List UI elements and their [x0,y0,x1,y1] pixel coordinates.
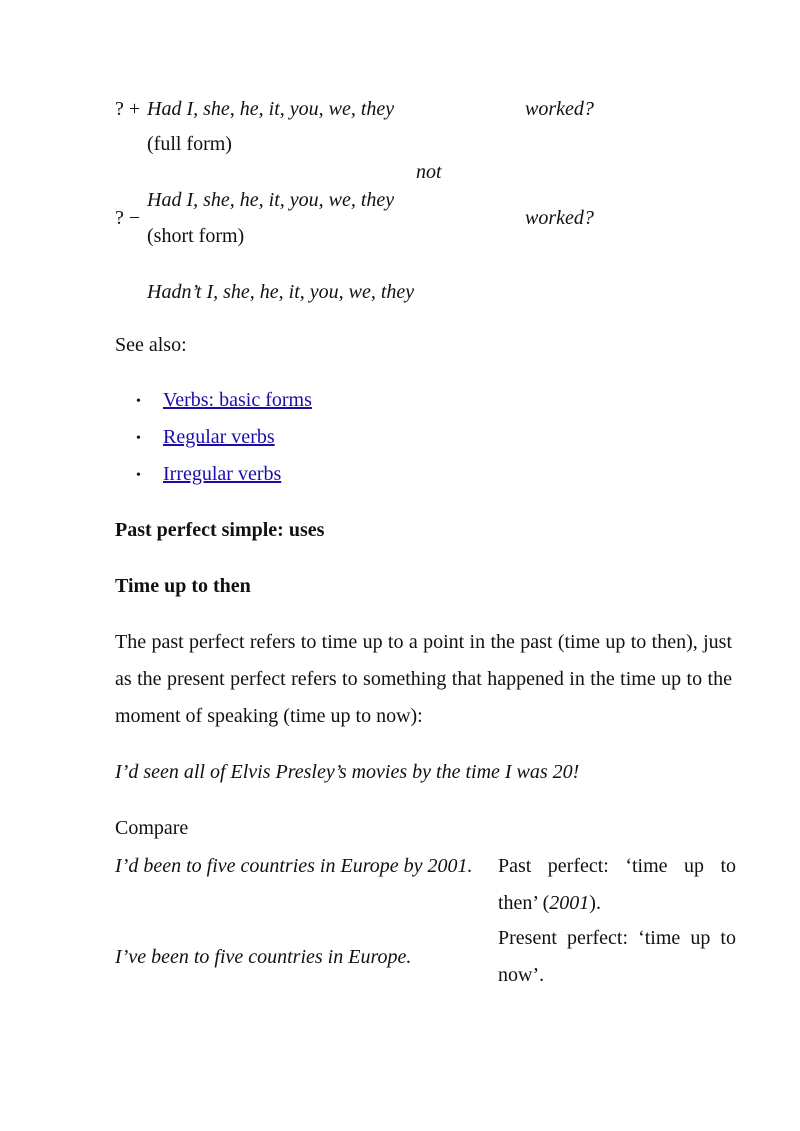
question-marker-positive: ? + [115,98,141,120]
bullet-icon: • [136,468,141,483]
compare-sentence-present-perfect: I’ve been to five countries in Europe. [115,946,412,968]
question-verb-negative: worked? [525,207,594,229]
form-note-full: (full form) [147,133,232,155]
subsection-title: Time up to then [115,575,251,597]
see-also-heading: See also: [115,334,187,356]
compare-sentence-past-perfect: I’d been to five countries in Europe by 2001. [115,855,473,877]
link-verbs-basic-forms[interactable]: Verbs: basic forms [163,389,312,411]
question-subject-short: Hadn’t I, she, he, it, you, we, they [147,281,415,303]
link-regular-verbs[interactable]: Regular verbs [163,426,275,448]
bullet-icon: • [136,394,141,409]
question-subject-full: Had I, she, he, it, you, we, they [147,98,395,120]
compare-label: Compare [115,817,189,839]
body-paragraph: The past perfect refers to time up to a point in the past (time up to then), just as the present perfect refers to something that happened in the time up to the moment of speaking (time up to now): [115,631,732,727]
question-subject-negative: Had I, she, he, it, you, we, they [147,189,395,211]
example-sentence: I’d seen all of Elvis Presley’s movies by the time I was 20! [115,761,580,783]
compare-explanation-past-perfect: Past perfect: ‘time up to then’ (2001). [498,855,736,914]
form-note-short: (short form) [147,225,245,247]
compare-explanation-present-perfect: Present perfect: ‘time up to now’. [498,927,736,986]
bullet-icon: • [136,431,141,446]
section-title: Past perfect simple: uses [115,519,325,541]
question-marker-negative: ? − [115,207,141,229]
question-verb-positive: worked? [525,98,594,120]
link-irregular-verbs[interactable]: Irregular verbs [163,463,282,485]
not-word: not [416,161,442,183]
